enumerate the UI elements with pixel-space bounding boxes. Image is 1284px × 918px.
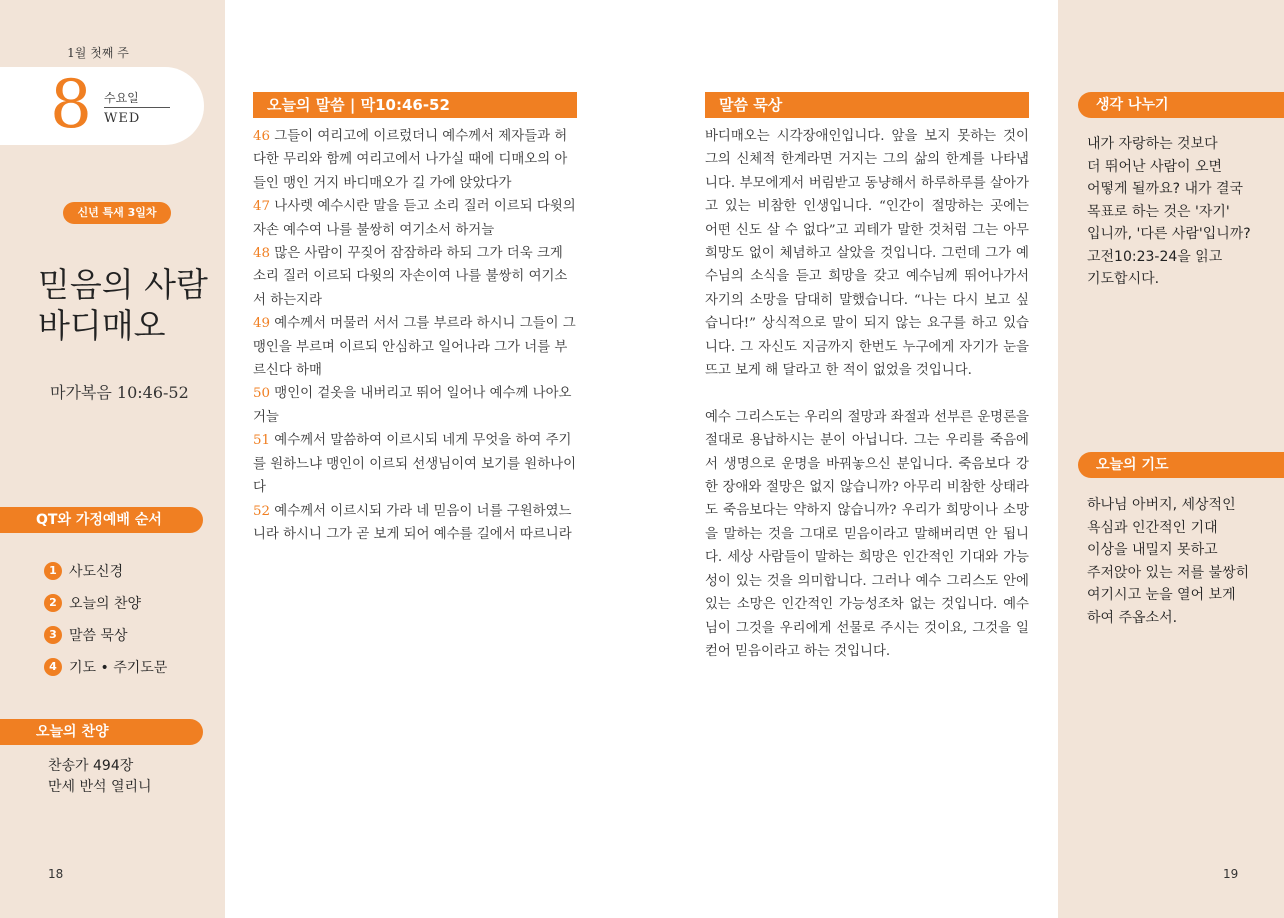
prayer-line: 여기시고 눈을 열어 보게 [1087,587,1236,603]
share-line: 고전10:23-24을 읽고 [1087,248,1223,265]
verse-number: 50 [253,386,271,402]
day-divider [104,107,170,108]
prayer-section-header: 오늘의 기도 [1078,452,1284,478]
meditation-paragraph: 예수 그리스도는 우리의 절망과 좌절과 선부른 운명론을 절대로 용납하시는 분이 아닙니다. 그는 우리를 죽음에서 생명으로 운명을 바꿔놓으신 분입니다. 죽음보다 강한 장애와 절망은 없지 않습니까? 아무리 비참한 상태라도 죽음보다는 약하지 않습니까? 우리가 희망이나 소망을 말하는 것을 그대로 믿음이라고 말해버리면 안 됩니다. 세상 사람들이 말하는 희망은 인간적인 기대와 가능성이 있는 것을 의미합니다. 그러나 예수 그리스도 안에 있는 소망은 인간적인 가능성조차 없는 것입니다. 예수님이 그것을 우리에게 선물로 주시는 것이요, 그것을 일컫어 믿음이라고 하는 것입니다. [705,409,1029,659]
verse-text: 맹인이 겉옷을 내버리고 뛰어 일어나 예수께 나아오거늘 [253,386,572,425]
share-line: 기도합시다. [1087,271,1160,287]
order-list [44,555,167,683]
hymn-section-header: 오늘의 찬양 [0,719,203,745]
verse-number: 46 [253,129,271,144]
verse-text: 그들이 여리고에 이르렀더니 예수께서 제자들과 허다한 무리와 함께 여리고에서 나가실 때에 디매오의 아들인 맹인 거지 바디매오가 길 가에 앉았다가 [253,129,568,191]
verse-number: 49 [253,316,271,332]
order-item [44,619,167,651]
date-card [0,67,204,145]
page-number-left: 18 [48,867,64,881]
share-line: 어떻게 될까요? 내가 결국 [1087,181,1244,197]
order-number: 2 [44,594,62,612]
prayer-line: 주저앉아 있는 저를 불쌍히 [1087,564,1250,581]
day-english: WED [104,111,141,126]
scripture-reference: 마가복음 10:46-52 [50,383,189,402]
hymn-info [48,756,152,798]
prayer-line: 이상을 내밀지 못하고 [1087,542,1218,558]
hymn-title: 만세 반석 열리니 [48,779,152,795]
share-line: 목표로 하는 것은 '자기' [1087,203,1230,220]
order-item [44,555,167,587]
order-label: 기도 • 주기도문 [69,660,168,676]
verse-number: 51 [253,433,271,449]
hymn-number: 찬송가 494장 [48,758,134,774]
order-number: 3 [44,626,62,644]
verse-text: 예수께서 머물러 서서 그를 부르라 하시니 그들이 그 맹인을 부르며 이르되 안심하고 일어나라 그가 너를 부르신다 하매 [253,316,576,379]
page-title [38,264,208,346]
verse-text: 많은 사람이 꾸짖어 잠잠하라 하되 그가 더욱 크게 소리 질러 이르되 다윗의 자손이여 나를 불쌍히 여기소서 하는지라 [253,246,568,308]
meditation-text [705,125,1029,687]
verse-text: 예수께서 말씀하여 이르시되 네게 무엇을 하여 주기를 원하느냐 맹인이 이르되 선생님이여 보기를 원하나이다 [253,433,577,496]
verse-text: 예수께서 이르시되 가라 네 믿음이 너를 구원하였느니라 하시니 그가 곧 보게 되어 예수를 길에서 따르니라 [253,503,572,542]
day-korean: 수요일 [104,91,139,105]
week-label: 1월 첫째 주 [67,46,129,60]
event-badge: 신년 특새 3일차 [63,202,171,224]
verse-number: 52 [253,503,271,519]
verse-text: 나사렛 예수시란 말을 듣고 소리 질러 이르되 다윗의 자손 예수여 나를 불쌍히 여기소서 하거늘 [253,199,576,238]
page-number-right: 19 [1223,867,1239,881]
share-line: 입니까, '다른 사람'입니까? [1087,226,1251,242]
prayer-text [1087,494,1272,629]
order-label: 사도신경 [69,564,124,580]
order-number: 4 [44,658,62,676]
title-line-1: 믿음의 사람 [38,265,208,304]
title-line-2: 바디매오 [38,306,166,345]
order-section-header: QT와 가정예배 순서 [0,507,203,533]
prayer-line: 욕심과 인간적인 기대 [1087,519,1218,536]
prayer-line: 하나님 아버지, 세상적인 [1087,497,1236,513]
prayer-line: 하여 주옵소서. [1087,609,1178,626]
verse-number: 47 [253,199,271,215]
share-text [1087,133,1272,291]
scripture-text [253,125,577,546]
order-number: 1 [44,562,62,580]
order-item [44,651,167,683]
scripture-header: 오늘의 말씀 | 막10:46-52 [253,92,577,118]
share-line: 내가 자랑하는 것보다 [1087,136,1218,152]
order-label: 말씀 묵상 [69,628,128,644]
order-item [44,587,167,619]
verse-number: 48 [253,246,271,262]
share-section-header: 생각 나누기 [1078,92,1284,118]
share-line: 더 뛰어난 사람이 오면 [1087,158,1223,175]
order-label: 오늘의 찬양 [69,596,142,612]
meditation-header: 말씀 묵상 [705,92,1029,118]
day-number: 8 [50,66,92,143]
meditation-paragraph: 바디매오는 시각장애인입니다. 앞을 보지 못하는 것이 그의 신체적 한계라면 거지는 그의 삶의 한계를 나타냅니다. 부모에게서 버림받고 동냥해서 하루하루를 살아가고 있는 비참한 인생입니다. “인간이 절망하는 곳에는 어떤 신도 살 수 없다”고 괴테가 말한 것처럼 그는 아무 희망도 없이 체념하고 살았을 것입니다. 그런데 그가 예수님의 소식을 듣고 희망을 갖고 예수님께 뛰어나가서 자기의 소망을 담대히 말했습니다. “나는 다시 보고 싶습니다!” 상식적으로 말이 되지 않는 요구를 하고 있습니다. 그 자신도 지금까지 한번도 누구에게 자기가 눈을 뜨고 보게 해 달라고 한 적이 없었을 것입니다. [705,129,1029,379]
